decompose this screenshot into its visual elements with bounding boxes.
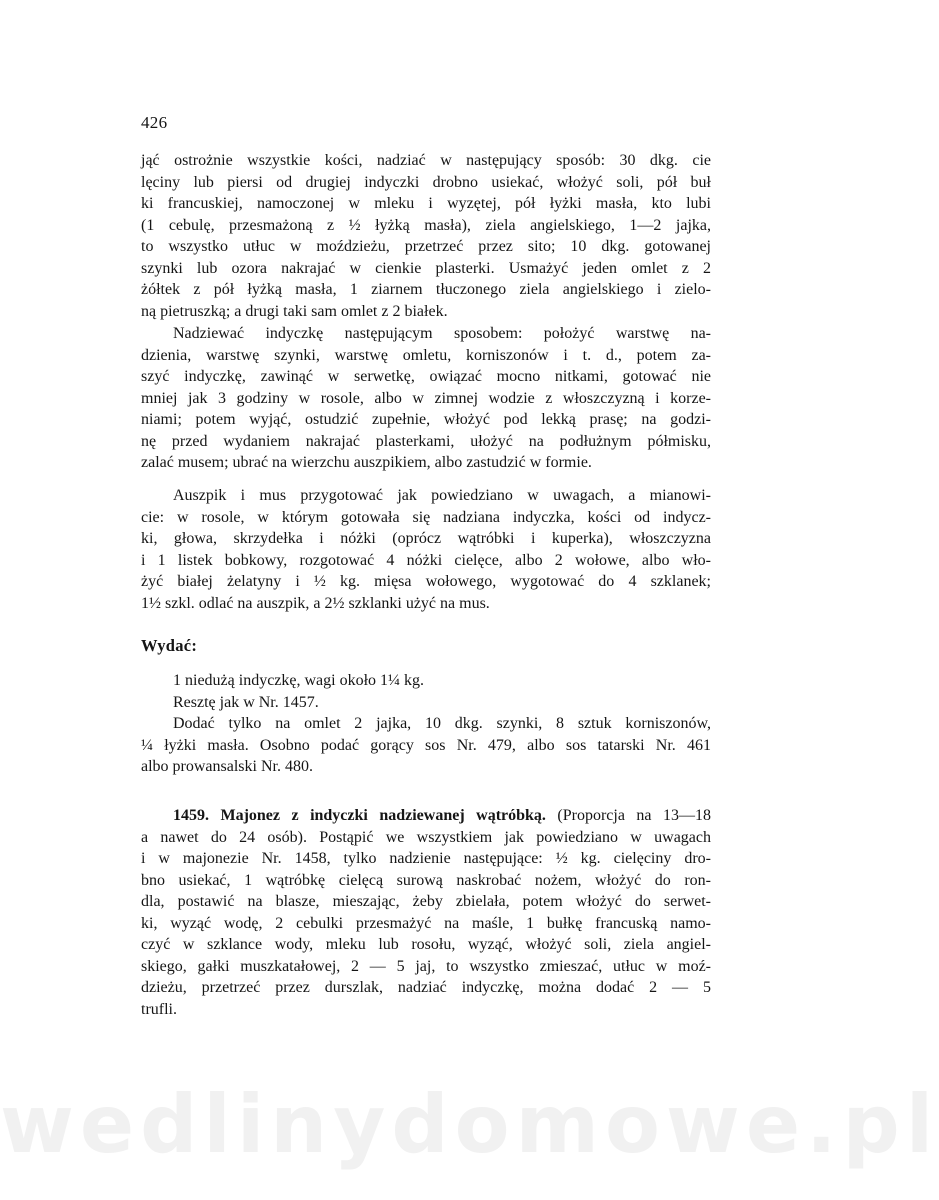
- recipe-1459: [141, 805, 711, 1020]
- text-line: dla, postawić na blasze, mieszając, żeby zbielała, potem włożyć do serwet-: [141, 893, 711, 910]
- text-line: i 1 listek bobkowy, rozgotować 4 nóżki cielęce, albo 2 wołowe, albo wło-: [141, 551, 711, 569]
- text-line: nę przed wydaniem nakrajać plasterkami, ułożyć na podłużnym półmisku,: [141, 432, 711, 450]
- text-line: 1 niedużą indyczkę, wagi około 1¼ kg.: [173, 672, 425, 689]
- watermark: wedlinydomowe.pl: [0, 1078, 939, 1171]
- text-line: cie: w rosole, w którym gotowała się nadziana indyczka, kości od indycz-: [141, 508, 711, 526]
- text-line: dzieżu, przetrzeć przez durszlak, nadziać indyczkę, można dodać 2 — 5: [141, 979, 711, 996]
- text-line: Dodać tylko na omlet 2 jajka, 10 dkg. szynki, 8 sztuk korniszonów,: [173, 715, 711, 732]
- text-line: a nawet do 24 osób). Postąpić we wszystkiem jak powiedziano w uwagach: [141, 828, 711, 846]
- recipe-title: 1459. Majonez z indyczki nadziewanej wątróbką.: [173, 807, 546, 824]
- text-line: [141, 805, 711, 827]
- text-line: jąć ostrożnie wszystkie kości, nadziać w następujący sposób: 30 dkg. cie: [141, 152, 711, 169]
- text-line: i w majonezie Nr. 1458, tylko nadzienie następujące: ½ kg. cielęciny dro-: [141, 850, 711, 867]
- text-line: ki, wyząć wodę, 2 cebulki przesmażyć na maśle, 1 bułkę francuską namo-: [141, 914, 711, 932]
- text-line: ki francuskiej, namoczonej w mleku i wyzętej, pół łyżki masła, kto lubi: [141, 195, 711, 212]
- text-line: dzienia, warstwę szynki, warstwę omletu, korniszonów i t. d., potem za-: [141, 346, 711, 364]
- text-line: zalać musem; ubrać na wierzchu auszpikiem, albo zastudzić w formie.: [141, 454, 592, 471]
- text-line: skiego, gałki muszkatałowej, 2 — 5 jaj, to wszystko zmieszać, utłuc w moź-: [141, 957, 711, 975]
- recipe-proportion: (Proporcja na 13—18: [545, 807, 712, 824]
- page-number: 426: [141, 113, 168, 132]
- text-line: żyć białej żelatyny i ½ kg. mięsa wołowego, wygotować do 4 szklanek;: [141, 573, 711, 590]
- text-line: Nadziewać indyczkę następującym sposobem: położyć warstwę na-: [173, 325, 711, 342]
- serve-list: [141, 670, 711, 778]
- text-line: bno usiekać, 1 wątróbkę cielęcą surową naskrobać nożem, włożyć do ron-: [141, 871, 711, 889]
- text-line: mniej jak 3 godziny w rosole, albo w zimnej wodzie z włoszczyzną i korze-: [141, 389, 711, 407]
- text-line: ki, głowa, skrzydełka i nóżki (oprócz wątróbki i kuperka), włoszczyzna: [141, 530, 711, 547]
- text-line: ną pietruszką; a drugi taki sam omlet z 2 białek.: [141, 302, 448, 320]
- text-line: lęciny lub piersi od drugiej indyczki drobno usiekać, włożyć soli, pół buł: [141, 173, 711, 191]
- text-line: szynki lub ozora nakrajać w cienkie plasterki. Usmażyć jeden omlet z 2: [141, 259, 711, 277]
- paragraph-stuffing: [141, 323, 711, 474]
- text-line: Resztę jak w Nr. 1457.: [173, 693, 319, 711]
- text-line: żółtek z pół łyżką masła, 1 ziarnem tłuczonego ziela angielskiego i zielo-: [141, 281, 711, 298]
- text-line: 1½ szkl. odlać na auszpik, a 2½ szklanki użyć na mus.: [141, 594, 490, 612]
- text-line: czyć w szklance wody, mleku lub rosołu, wyząć, włożyć soli, ziela angiel-: [141, 936, 711, 953]
- text-line: to wszystko utłuc w moździeżu, przetrzeć przez sito; 10 dkg. gotowanej: [141, 238, 711, 255]
- text-line: trufli.: [141, 1000, 177, 1018]
- text-line: ¼ łyżki masła. Osobno podać gorący sos Nr. 479, albo sos tatarski Nr. 461: [141, 736, 711, 754]
- serve-heading: Wydać:: [141, 636, 198, 655]
- text-line: szyć indyczkę, zawinąć w serwetkę, owiązać mocno nitkami, gotować nie: [141, 368, 711, 385]
- paragraph-aspic: [141, 485, 711, 614]
- paragraph-continuation: [141, 150, 711, 322]
- text-line: Auszpik i mus przygotować jak powiedziano w uwagach, a mianowi-: [173, 487, 711, 504]
- text-line: albo prowansalski Nr. 480.: [141, 758, 313, 775]
- text-line: niami; potem wyjąć, ostudzić zupełnie, włożyć pod lekką prasę; na godzi-: [141, 411, 711, 428]
- text-line: (1 cebulę, przesmażoną z ½ łyżką masła), ziela angielskiego, 1—2 jajka,: [141, 216, 711, 234]
